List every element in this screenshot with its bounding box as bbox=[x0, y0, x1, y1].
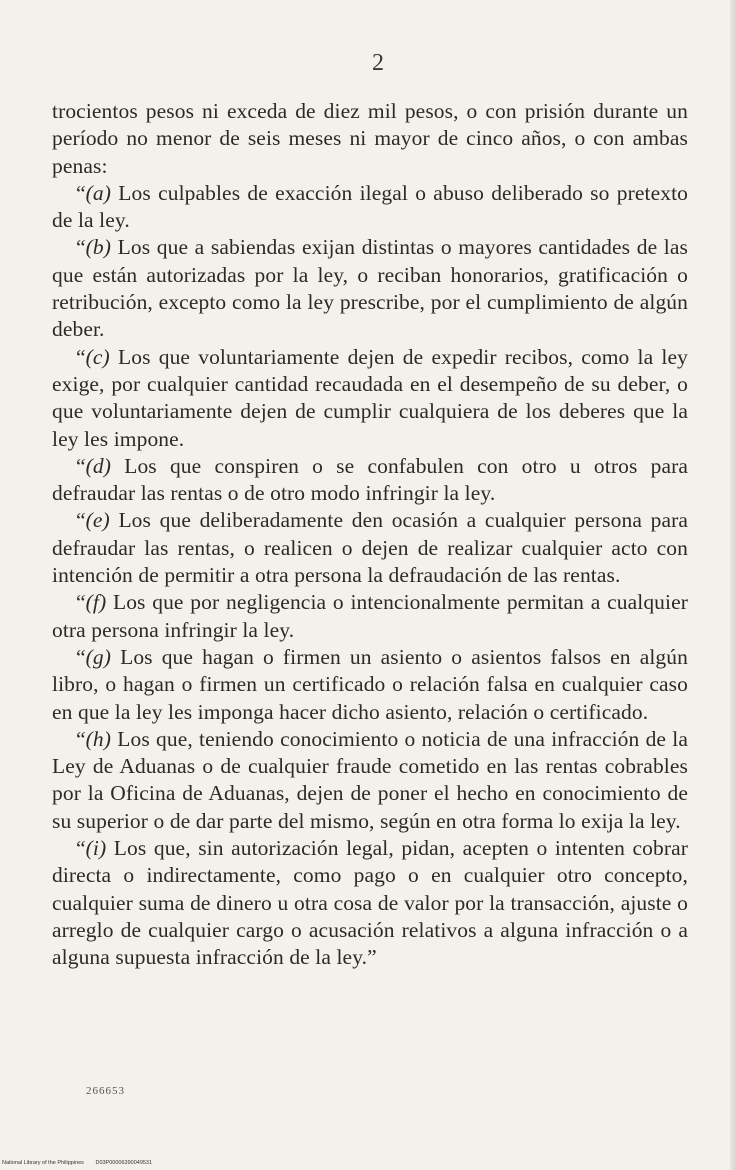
paragraph-text: trocientos pesos ni exceda de diez mil pesos, o con prisión durante un período no menor de seis meses ni mayor de cinco años, o con ambas penas: bbox=[52, 99, 688, 178]
clause-letter: (d) bbox=[85, 453, 112, 478]
clause-g: “(g) Los que hagan o firmen un asiento o asientos falsos en algún libro, o hagan o firmen un certificado o relación falsa en cualquier caso en que la ley les imponga hacer dicho asiento, relación o certificado. bbox=[52, 644, 688, 724]
page-number: 2 bbox=[372, 50, 384, 76]
clause-letter: (i) bbox=[85, 836, 107, 861]
clause-h: “(h) Los que, teniendo conocimiento o noticia de una infracción de la Ley de Aduanas o de cualquier fraude cometido en las rentas cobrables por la Oficina de Aduanas, dejen de poner el hecho en conocimiento de su superior o de dar parte del mismo, según en otra forma lo exija la ley. bbox=[52, 726, 688, 833]
clause-f: “(f) Los que por negligencia o intencionalmente permitan a cualquier otra persona infringir la ley. bbox=[52, 590, 688, 642]
clause-text: Los que hagan o firmen un asiento o asientos falsos en algún libro, o hagan o firmen un certificado o relación falsa en cualquier caso en que la ley les imponga hacer dicho asiento, relación o certificado. bbox=[52, 644, 688, 724]
clause-text: Los que por negligencia o intencionalmente permitan a cualquier otra persona infringir la ley. bbox=[52, 590, 688, 642]
clause-letter: (b) bbox=[85, 235, 112, 260]
clause-text: Los que a sabiendas exijan distintas o mayores cantidades de las que están autorizadas por la ley, o reciban honorarios, gratificación o retribución, excepto como la ley prescribe, por el cumplimiento de algún deber. bbox=[52, 235, 688, 342]
scan-code: D03P00006390049531 bbox=[95, 1160, 153, 1166]
clause-a: “(a) Los culpables de exacción ilegal o abuso deliberado so pretexto de la ley. bbox=[52, 180, 688, 233]
clause-c: “(c) Los que voluntariamente dejen de expedir recibos, como la ley exige, por cualquier cantidad recaudada en el desempeño de su deber, o que voluntariamente dejen de cumplir cualquiera de los deberes que la ley les impone. bbox=[52, 344, 688, 451]
clause-e: “(e) Los que deliberadamente den ocasión a cualquier persona para defraudar las rentas, o realicen o dejen de realizar cualquier acto con intención de permitir a otra persona la defraudación de las rentas. bbox=[52, 508, 688, 588]
catalog-number: 266653 bbox=[86, 1085, 125, 1097]
clause-text: Los que conspiren o se confabulen con otro u otros para defraudar las rentas o de otro modo infringir la ley. bbox=[52, 453, 688, 506]
clause-letter: (h) bbox=[85, 726, 112, 751]
page-edge bbox=[730, 0, 736, 1170]
clause-letter: (c) bbox=[85, 344, 110, 369]
clause-b: “(b) Los que a sabiendas exijan distintas o mayores cantidades de las que están autorizadas por la ley, o reciban honorarios, gratificación o retribución, excepto como la ley prescribe, por el cumplimiento de algún deber. bbox=[52, 235, 688, 342]
clause-i: “(i) Los que, sin autorización legal, pidan, acepten o intenten cobrar directa o indirectamente, como pago o en cualquier otro concepto, cualquier suma de dinero u otra cosa de valor por la transacción, ajuste o arreglo de cualquier cargo o acusación relativos a alguna infracción o a alguna supuesta infracción de la ley.” bbox=[52, 836, 688, 970]
clause-text: Los que, sin autorización legal, pidan, acepten o intenten cobrar directa o indirectamente, como pago o en cualquier otro concepto, cualquier suma de dinero u otra cosa de valor por la transacción, ajuste o arreglo de cualquier cargo o acusación relativos a alguna infracción o a alguna supuesta infracción de la ley.” bbox=[52, 836, 688, 970]
intro-paragraph bbox=[52, 98, 688, 180]
clause-text: Los que voluntariamente dejen de expedir recibos, como la ley exige, por cualquier cantidad recaudada en el desempeño de su deber, o que voluntariamente dejen de cumplir cualquiera de los deberes que la ley les impone. bbox=[52, 344, 688, 451]
scan-footer bbox=[2, 1160, 162, 1166]
clause-letter: (f) bbox=[85, 590, 107, 615]
document-body bbox=[52, 98, 688, 972]
clause-text: Los que deliberadamente den ocasión a cualquier persona para defraudar las rentas, o realicen o dejen de realizar cualquier acto con intención de permitir a otra persona la defraudación de las rentas. bbox=[52, 508, 688, 588]
clause-text: Los que, teniendo conocimiento o noticia de una infracción de la Ley de Aduanas o de cualquier fraude cometido en las rentas cobrables por la Oficina de Aduanas, dejen de poner el hecho en conocimiento de su superior o de dar parte del mismo, según en otra forma lo exija la ley. bbox=[52, 726, 688, 833]
clause-letter: (g) bbox=[85, 644, 112, 669]
clause-text: Los culpables de exacción ilegal o abuso deliberado so pretexto de la ley. bbox=[52, 180, 688, 233]
clause-d: “(d) Los que conspiren o se confabulen con otro u otros para defraudar las rentas o de otro modo infringir la ley. bbox=[52, 453, 688, 506]
clause-letter: (e) bbox=[85, 508, 110, 533]
library-name: National Library of the Philippines bbox=[2, 1160, 84, 1166]
clause-letter: (a) bbox=[85, 180, 112, 205]
